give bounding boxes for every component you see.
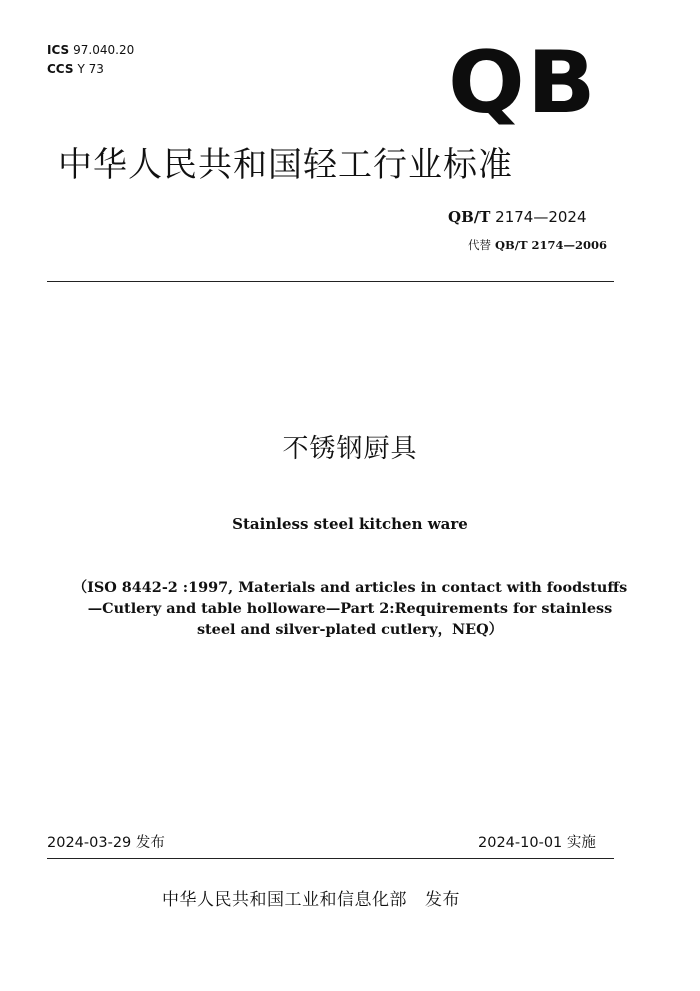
ccs-value: Y 73 (77, 62, 104, 76)
standard-prefix: QB/T (448, 208, 491, 226)
standard-number (448, 210, 587, 225)
footer-divider (47, 858, 614, 859)
ics-label: ICS (47, 43, 70, 57)
implement-date-line (478, 836, 596, 851)
issued-label: 发布 (425, 890, 460, 910)
iso-reference-line: steel and silver-plated cutlery，NEQ） (196, 621, 504, 638)
gov-standard-title: 中华人民共和国轻工行业标准 (58, 145, 513, 185)
ccs-line (47, 62, 104, 77)
replaces-line (468, 240, 607, 252)
replaces-code: QB/T 2174—2006 (495, 238, 608, 252)
ccs-label: CCS (47, 62, 74, 76)
title-chinese: 不锈钢厨具 (282, 434, 418, 464)
standard-number-value: 2174—2024 (495, 208, 587, 226)
release-label: 发布 (135, 835, 165, 851)
replaces-label: 代替 (468, 238, 491, 252)
publisher-name: 中华人民共和国工业和信息化部 (162, 890, 407, 910)
ics-value: 97.040.20 (73, 43, 135, 57)
release-date: 2024-03-29 (47, 835, 132, 851)
publisher-line (162, 892, 460, 909)
iso-reference (60, 577, 640, 640)
iso-reference-line: （ISO 8442-2 :1997, Materials and articles in contact with foodstuffs (72, 579, 628, 596)
iso-reference-line: —Cutlery and table holloware—Part 2:Requirements for stainless (87, 600, 613, 617)
implement-date: 2024-10-01 (478, 835, 563, 851)
implement-label: 实施 (566, 835, 596, 851)
title-english: Stainless steel kitchen ware (232, 515, 468, 533)
header-divider (47, 281, 614, 282)
qb-logo: QB (448, 33, 598, 133)
ics-line (47, 43, 134, 58)
release-date-line (47, 836, 165, 851)
